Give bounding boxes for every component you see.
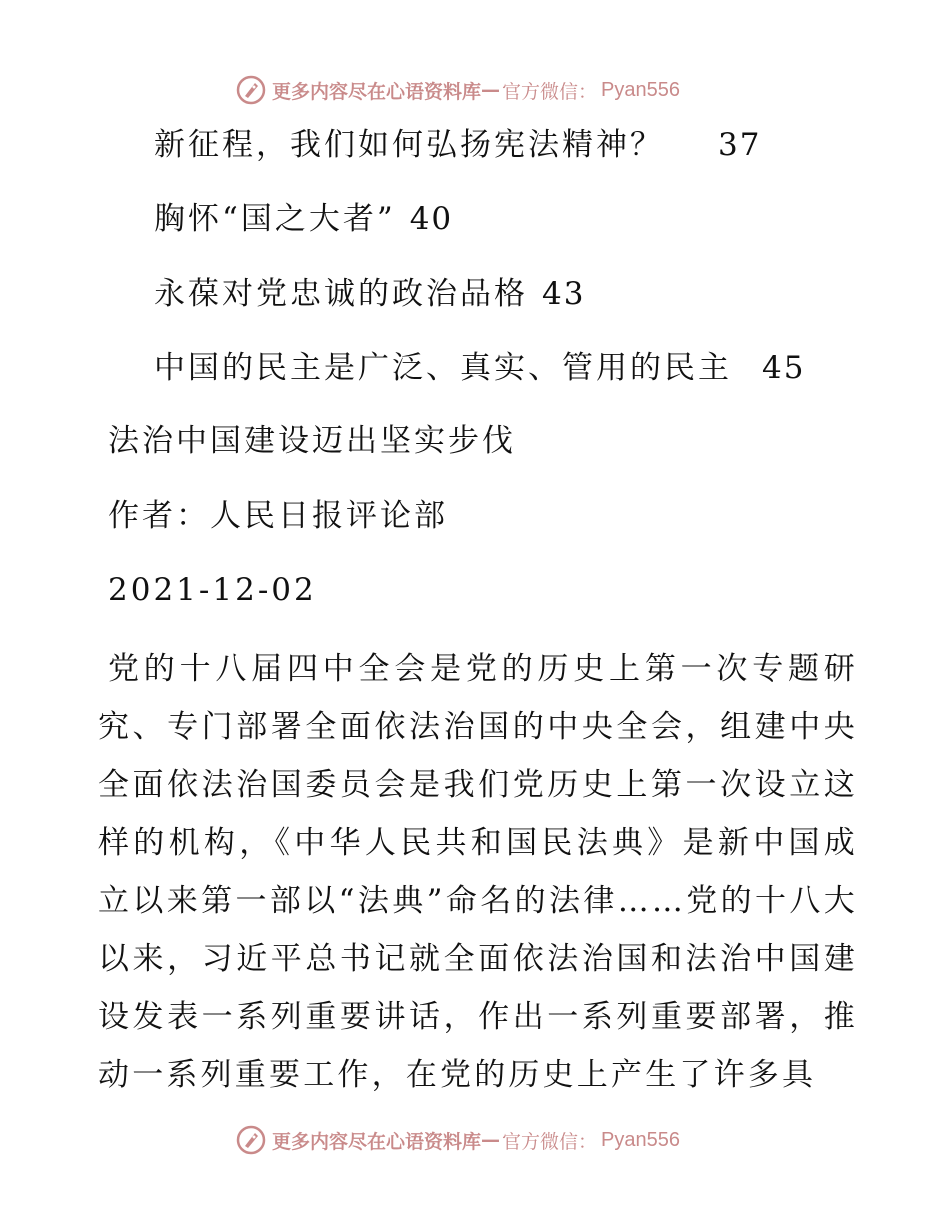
article-author: 作者：人民日报评论部: [108, 498, 448, 534]
toc-entry-page: 43: [542, 276, 586, 312]
article-body: 党的十八届四中全会是党的历史上第一次专题研究、专门部署全面依法治国的中央全会，组建中央全面依法治国委员会是我们党历史上第一次设立这样的机构，《中华人民共和国民法典》是新中国成立以来第一部以“法典”命名的法律……党的十八大以来，习近平总书记就全面依法治国和法治中国建设发表一系列重要讲话，作出一系列重要部署，推动一系列重要工作，在党的历史上产生了许多具: [98, 651, 858, 1093]
pen-nib-logo-icon: [236, 1125, 266, 1155]
toc-entry-title: 中国的民主是广泛、真实、管用的民主: [154, 350, 732, 386]
watermark-id: Pyan556: [601, 1128, 680, 1151]
watermark-footer: [236, 1123, 680, 1157]
toc-entry-page: 45: [762, 350, 806, 386]
watermark-dash: —: [481, 1129, 501, 1151]
watermark-label: 官方微信：: [502, 1130, 598, 1153]
toc-entry: [154, 348, 805, 388]
toc-entry: [154, 125, 761, 165]
toc-entry-page: 40: [409, 201, 454, 237]
watermark-text: 更多内容尽在心语资料库: [272, 80, 482, 103]
article-title: 法治中国建设迈出坚实步伐: [108, 423, 516, 459]
watermark-header: [236, 73, 680, 107]
toc-entry-page: 37: [718, 127, 762, 163]
toc-entry-title: 永葆对党忠诚的政治品格: [154, 276, 528, 312]
toc-entry-title: 新征程，我们如何弘扬宪法精神？: [154, 127, 664, 163]
toc-entry: [154, 199, 453, 239]
watermark-text: 更多内容尽在心语资料库: [272, 1130, 482, 1153]
watermark-label: 官方微信：: [502, 80, 598, 103]
watermark-id: Pyan556: [601, 78, 680, 101]
toc-entry: [154, 274, 585, 314]
pen-nib-logo-icon: [236, 75, 266, 105]
toc-entry-title: 胸怀“国之大者”: [154, 201, 396, 237]
article-date: 2021-12-02: [108, 572, 317, 608]
watermark-dash: —: [481, 79, 501, 101]
